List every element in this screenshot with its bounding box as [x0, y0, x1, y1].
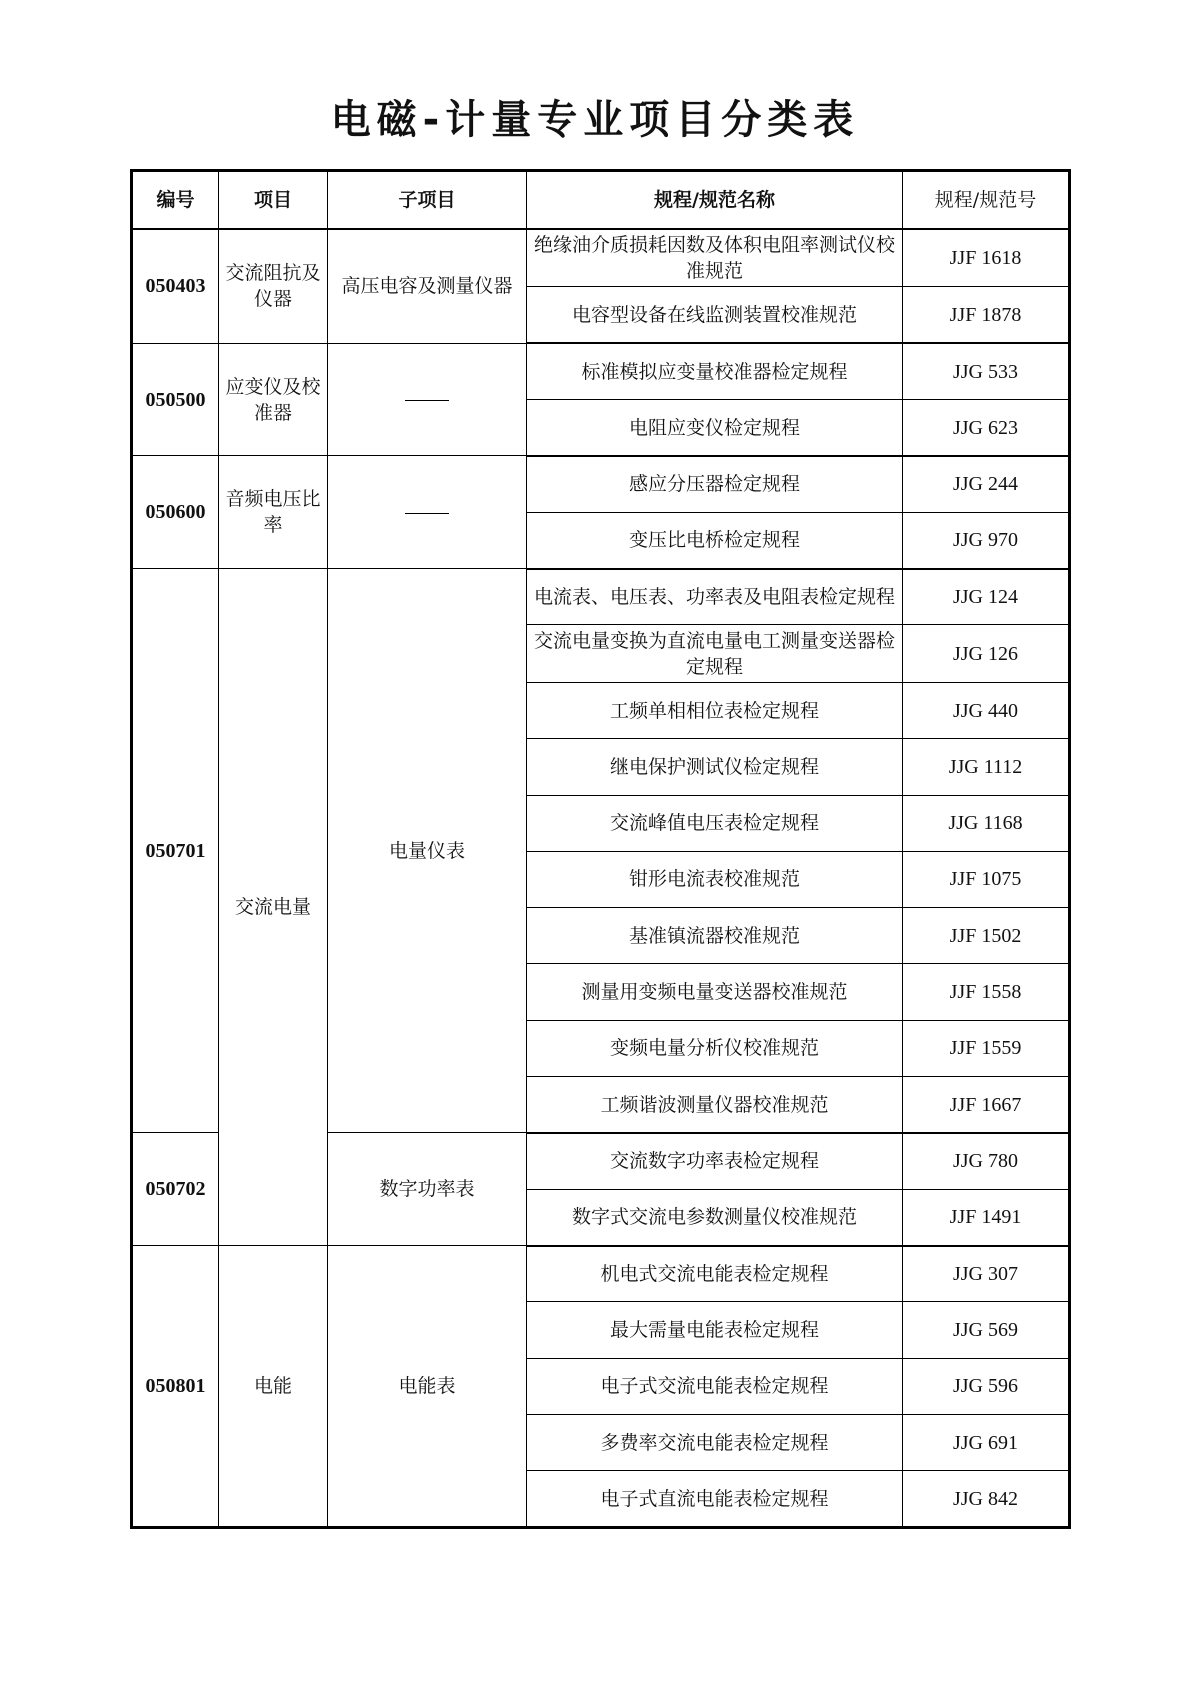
- standard-number: JJG 1112: [903, 739, 1070, 795]
- item-name: 应变仪及校准器: [219, 343, 328, 456]
- item-code: 050702: [132, 1133, 219, 1246]
- table-row: [132, 229, 1070, 287]
- standard-number: JJF 1667: [903, 1077, 1070, 1133]
- standard-name: 绝缘油介质损耗因数及体积电阻率测试仪校准规范: [527, 229, 903, 287]
- item-name: 音频电压比率: [219, 456, 328, 569]
- subitem-name: 高压电容及测量仪器: [328, 229, 527, 343]
- page-title: 电磁-计量专业项目分类表: [330, 97, 860, 143]
- standard-number: JJG 569: [903, 1302, 1070, 1358]
- standard-name: 标准模拟应变量校准器检定规程: [527, 343, 903, 399]
- subitem-dash: [405, 513, 449, 514]
- standard-name: 感应分压器检定规程: [527, 456, 903, 512]
- standard-name: 工频单相相位表检定规程: [527, 682, 903, 738]
- standard-name: 电容型设备在线监测装置校准规范: [527, 287, 903, 343]
- subitem-dash: [405, 400, 449, 401]
- standard-name: 交流数字功率表检定规程: [527, 1133, 903, 1189]
- standard-name: 钳形电流表校准规范: [527, 851, 903, 907]
- standard-name: 继电保护测试仪检定规程: [527, 739, 903, 795]
- subitem-name: 电量仪表: [328, 569, 527, 1133]
- standard-number: JJG 440: [903, 682, 1070, 738]
- standard-number: JJG 596: [903, 1358, 1070, 1414]
- item-code: 050403: [132, 229, 219, 343]
- header-subitem: 子项目: [328, 171, 527, 230]
- standard-number: JJG 533: [903, 343, 1070, 399]
- standard-number: JJF 1502: [903, 908, 1070, 964]
- standard-name: 最大需量电能表检定规程: [527, 1302, 903, 1358]
- header-standard-number: 规程/规范号: [903, 171, 1070, 230]
- standard-name: 数字式交流电参数测量仪校准规范: [527, 1189, 903, 1245]
- table-row: [132, 456, 1070, 512]
- table-header-row: [132, 171, 1070, 230]
- standard-number: JJG 842: [903, 1471, 1070, 1528]
- standard-name: 基准镇流器校准规范: [527, 908, 903, 964]
- item-code: 050500: [132, 343, 219, 456]
- table-row: [132, 569, 1070, 625]
- standard-name: 交流电量变换为直流电量电工测量变送器检定规程: [527, 625, 903, 682]
- standard-number: JJG 691: [903, 1415, 1070, 1471]
- table-body: [132, 229, 1070, 1528]
- standard-name: 电流表、电压表、功率表及电阻表检定规程: [527, 569, 903, 625]
- standard-name: 交流峰值电压表检定规程: [527, 795, 903, 851]
- standard-number: JJG 1168: [903, 795, 1070, 851]
- standard-number: JJG 124: [903, 569, 1070, 625]
- subitem-name: 数字功率表: [328, 1133, 527, 1246]
- header-code: 编号: [132, 171, 219, 230]
- standard-number: JJF 1559: [903, 1020, 1070, 1076]
- standard-number: JJF 1558: [903, 964, 1070, 1020]
- standard-number: JJF 1491: [903, 1189, 1070, 1245]
- item-code: 050701: [132, 569, 219, 1133]
- item-name: 交流电量: [219, 569, 328, 1246]
- standard-name: 测量用变频电量变送器校准规范: [527, 964, 903, 1020]
- item-name: 电能: [219, 1246, 328, 1528]
- standard-name: 变频电量分析仪校准规范: [527, 1020, 903, 1076]
- item-code: 050801: [132, 1246, 219, 1528]
- subitem-name: [328, 343, 527, 456]
- standard-name: 电子式交流电能表检定规程: [527, 1358, 903, 1414]
- table-row: [132, 343, 1070, 399]
- table-row: [132, 1246, 1070, 1302]
- standard-number: JJG 126: [903, 625, 1070, 682]
- item-name: 交流阻抗及仪器: [219, 229, 328, 343]
- standard-number: JJG 970: [903, 512, 1070, 568]
- standard-number: JJG 780: [903, 1133, 1070, 1189]
- item-code: 050600: [132, 456, 219, 569]
- standard-number: JJF 1618: [903, 229, 1070, 287]
- standard-number: JJG 244: [903, 456, 1070, 512]
- standard-number: JJF 1075: [903, 851, 1070, 907]
- standard-number: JJF 1878: [903, 287, 1070, 343]
- standard-name: 变压比电桥检定规程: [527, 512, 903, 568]
- subitem-name: 电能表: [328, 1246, 527, 1528]
- subitem-name: [328, 456, 527, 569]
- standard-name: 多费率交流电能表检定规程: [527, 1415, 903, 1471]
- header-standard-name: 规程/规范名称: [527, 171, 903, 230]
- classification-table: [130, 169, 1071, 1529]
- standard-name: 电子式直流电能表检定规程: [527, 1471, 903, 1528]
- standard-number: JJG 623: [903, 400, 1070, 456]
- standard-name: 电阻应变仪检定规程: [527, 400, 903, 456]
- standard-name: 机电式交流电能表检定规程: [527, 1246, 903, 1302]
- standard-name: 工频谐波测量仪器校准规范: [527, 1077, 903, 1133]
- standard-number: JJG 307: [903, 1246, 1070, 1302]
- header-item: 项目: [219, 171, 328, 230]
